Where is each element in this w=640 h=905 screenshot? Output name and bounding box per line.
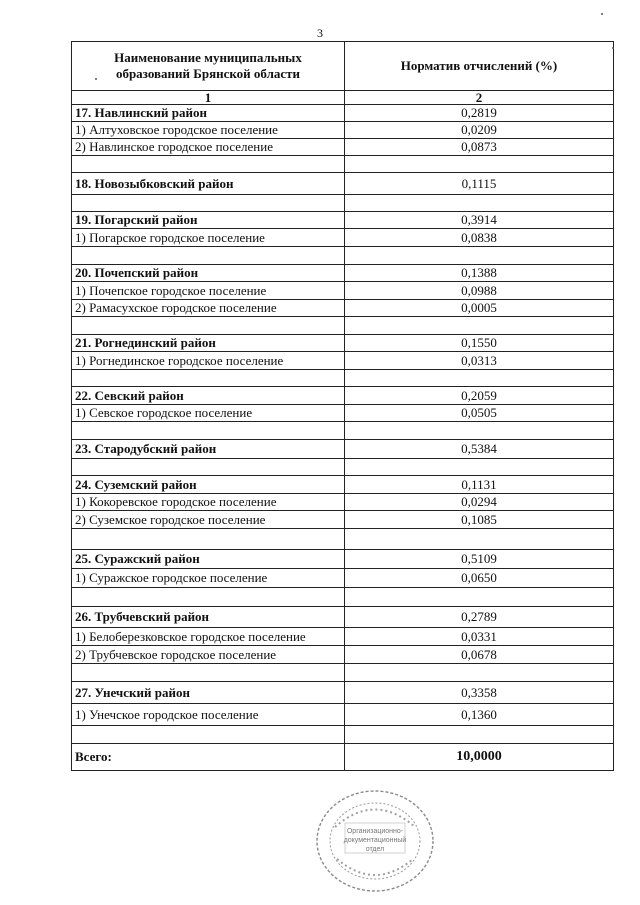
row-value: 0,0678: [345, 646, 614, 664]
column-number: 2: [345, 91, 614, 105]
table-row: [72, 265, 614, 282]
row-name: 2) Трубчевское городское поселение: [72, 646, 345, 664]
row-value: 0,2789: [345, 607, 614, 628]
table-row: [72, 173, 614, 195]
row-name: 24. Суземский район: [72, 476, 345, 494]
row-value: 0,1388: [345, 265, 614, 282]
row-name: 1) Рогнединское городское поселение: [72, 352, 345, 370]
header-norm: Норматив отчислений (%): [345, 42, 614, 91]
table-row: [72, 628, 614, 646]
row-name: 26. Трубчевский район: [72, 607, 345, 628]
spacer-row: [72, 156, 614, 173]
row-value: 0,0873: [345, 139, 614, 156]
table-row: [72, 139, 614, 156]
row-name: 1) Погарское городское поселение: [72, 229, 345, 247]
spacer-row: [72, 588, 614, 607]
spacer-row: [72, 529, 614, 550]
row-name: 1) Почепское городское поселение: [72, 282, 345, 300]
table-row: [72, 335, 614, 352]
row-name: 27. Унечский район: [72, 682, 345, 704]
svg-text:документационный: документационный: [343, 837, 407, 844]
table-row: [72, 494, 614, 511]
row-value: 0,0505: [345, 405, 614, 422]
scan-speck: [95, 78, 97, 80]
row-name: 1) Севское городское поселение: [72, 405, 345, 422]
row-name: 1) Кокоревское городское поселение: [72, 494, 345, 511]
spacer-row: [72, 317, 614, 335]
total-label: Всего:: [72, 744, 345, 771]
row-value: 0,1085: [345, 511, 614, 529]
row-value: 0,1115: [345, 173, 614, 195]
table-row: [72, 352, 614, 370]
row-name: 1) Унечское городское поселение: [72, 704, 345, 726]
row-value: 0,0005: [345, 300, 614, 317]
page-number: 3: [317, 26, 323, 40]
table-row: [72, 405, 614, 422]
table-row: [72, 607, 614, 628]
norms-table: [71, 41, 614, 771]
row-value: 0,2819: [345, 105, 614, 122]
row-name: 17. Навлинский район: [72, 105, 345, 122]
table-row: [72, 105, 614, 122]
table-row: [72, 440, 614, 459]
scan-speck: [612, 47, 614, 49]
row-name: 22. Севский район: [72, 387, 345, 405]
table-row: [72, 511, 614, 529]
table-row: [72, 704, 614, 726]
spacer-row: [72, 195, 614, 212]
row-name: 23. Стародубский район: [72, 440, 345, 459]
table-row: [72, 682, 614, 704]
spacer-row: [72, 459, 614, 476]
row-value: 0,0988: [345, 282, 614, 300]
row-value: 0,0650: [345, 569, 614, 588]
table-row: [72, 387, 614, 405]
row-value: 0,0294: [345, 494, 614, 511]
row-value: 0,1550: [345, 335, 614, 352]
total-row: [72, 744, 614, 771]
table-row: [72, 569, 614, 588]
svg-text:Организационно-: Организационно-: [346, 828, 404, 835]
row-value: 0,3914: [345, 212, 614, 229]
row-value: 0,0209: [345, 122, 614, 139]
row-name: 1) Суражское городское поселение: [72, 569, 345, 588]
column-number: 1: [72, 91, 345, 105]
spacer-row: [72, 370, 614, 387]
spacer-row: [72, 422, 614, 440]
row-value: 0,0313: [345, 352, 614, 370]
svg-text:отдел: отдел: [365, 846, 385, 853]
table-row: [72, 646, 614, 664]
table-row: [72, 229, 614, 247]
table-row: [72, 476, 614, 494]
spacer-row: [72, 726, 614, 744]
table-row: [72, 212, 614, 229]
row-value: 0,1360: [345, 704, 614, 726]
row-value: 0,3358: [345, 682, 614, 704]
table-header-row: [72, 42, 614, 91]
row-name: 25. Суражский район: [72, 550, 345, 569]
spacer-row: [72, 247, 614, 265]
scan-speck: [601, 13, 603, 15]
row-value: 0,2059: [345, 387, 614, 405]
row-name: 18. Новозыбковский район: [72, 173, 345, 195]
row-value: 0,5384: [345, 440, 614, 459]
row-name: 1) Алтуховское городское поселение: [72, 122, 345, 139]
row-name: 20. Почепский район: [72, 265, 345, 282]
table-row: [72, 300, 614, 317]
row-name: 2) Рамасухское городское поселение: [72, 300, 345, 317]
row-name: 2) Суземское городское поселение: [72, 511, 345, 529]
row-name: 19. Погарский район: [72, 212, 345, 229]
total-value: 10,0000: [345, 744, 614, 771]
row-value: 0,0838: [345, 229, 614, 247]
row-name: 21. Рогнединский район: [72, 335, 345, 352]
header-municipality: Наименование муниципальных образований Брянской области: [72, 42, 345, 91]
row-name: 1) Белоберезковское городское поселение: [72, 628, 345, 646]
table-row: [72, 282, 614, 300]
spacer-row: [72, 664, 614, 682]
table-row: [72, 122, 614, 139]
column-numbers-row: [72, 91, 614, 105]
row-value: 0,1131: [345, 476, 614, 494]
table-row: [72, 550, 614, 569]
row-value: 0,5109: [345, 550, 614, 569]
row-value: 0,0331: [345, 628, 614, 646]
round-stamp: [313, 787, 437, 895]
row-name: 2) Навлинское городское поселение: [72, 139, 345, 156]
